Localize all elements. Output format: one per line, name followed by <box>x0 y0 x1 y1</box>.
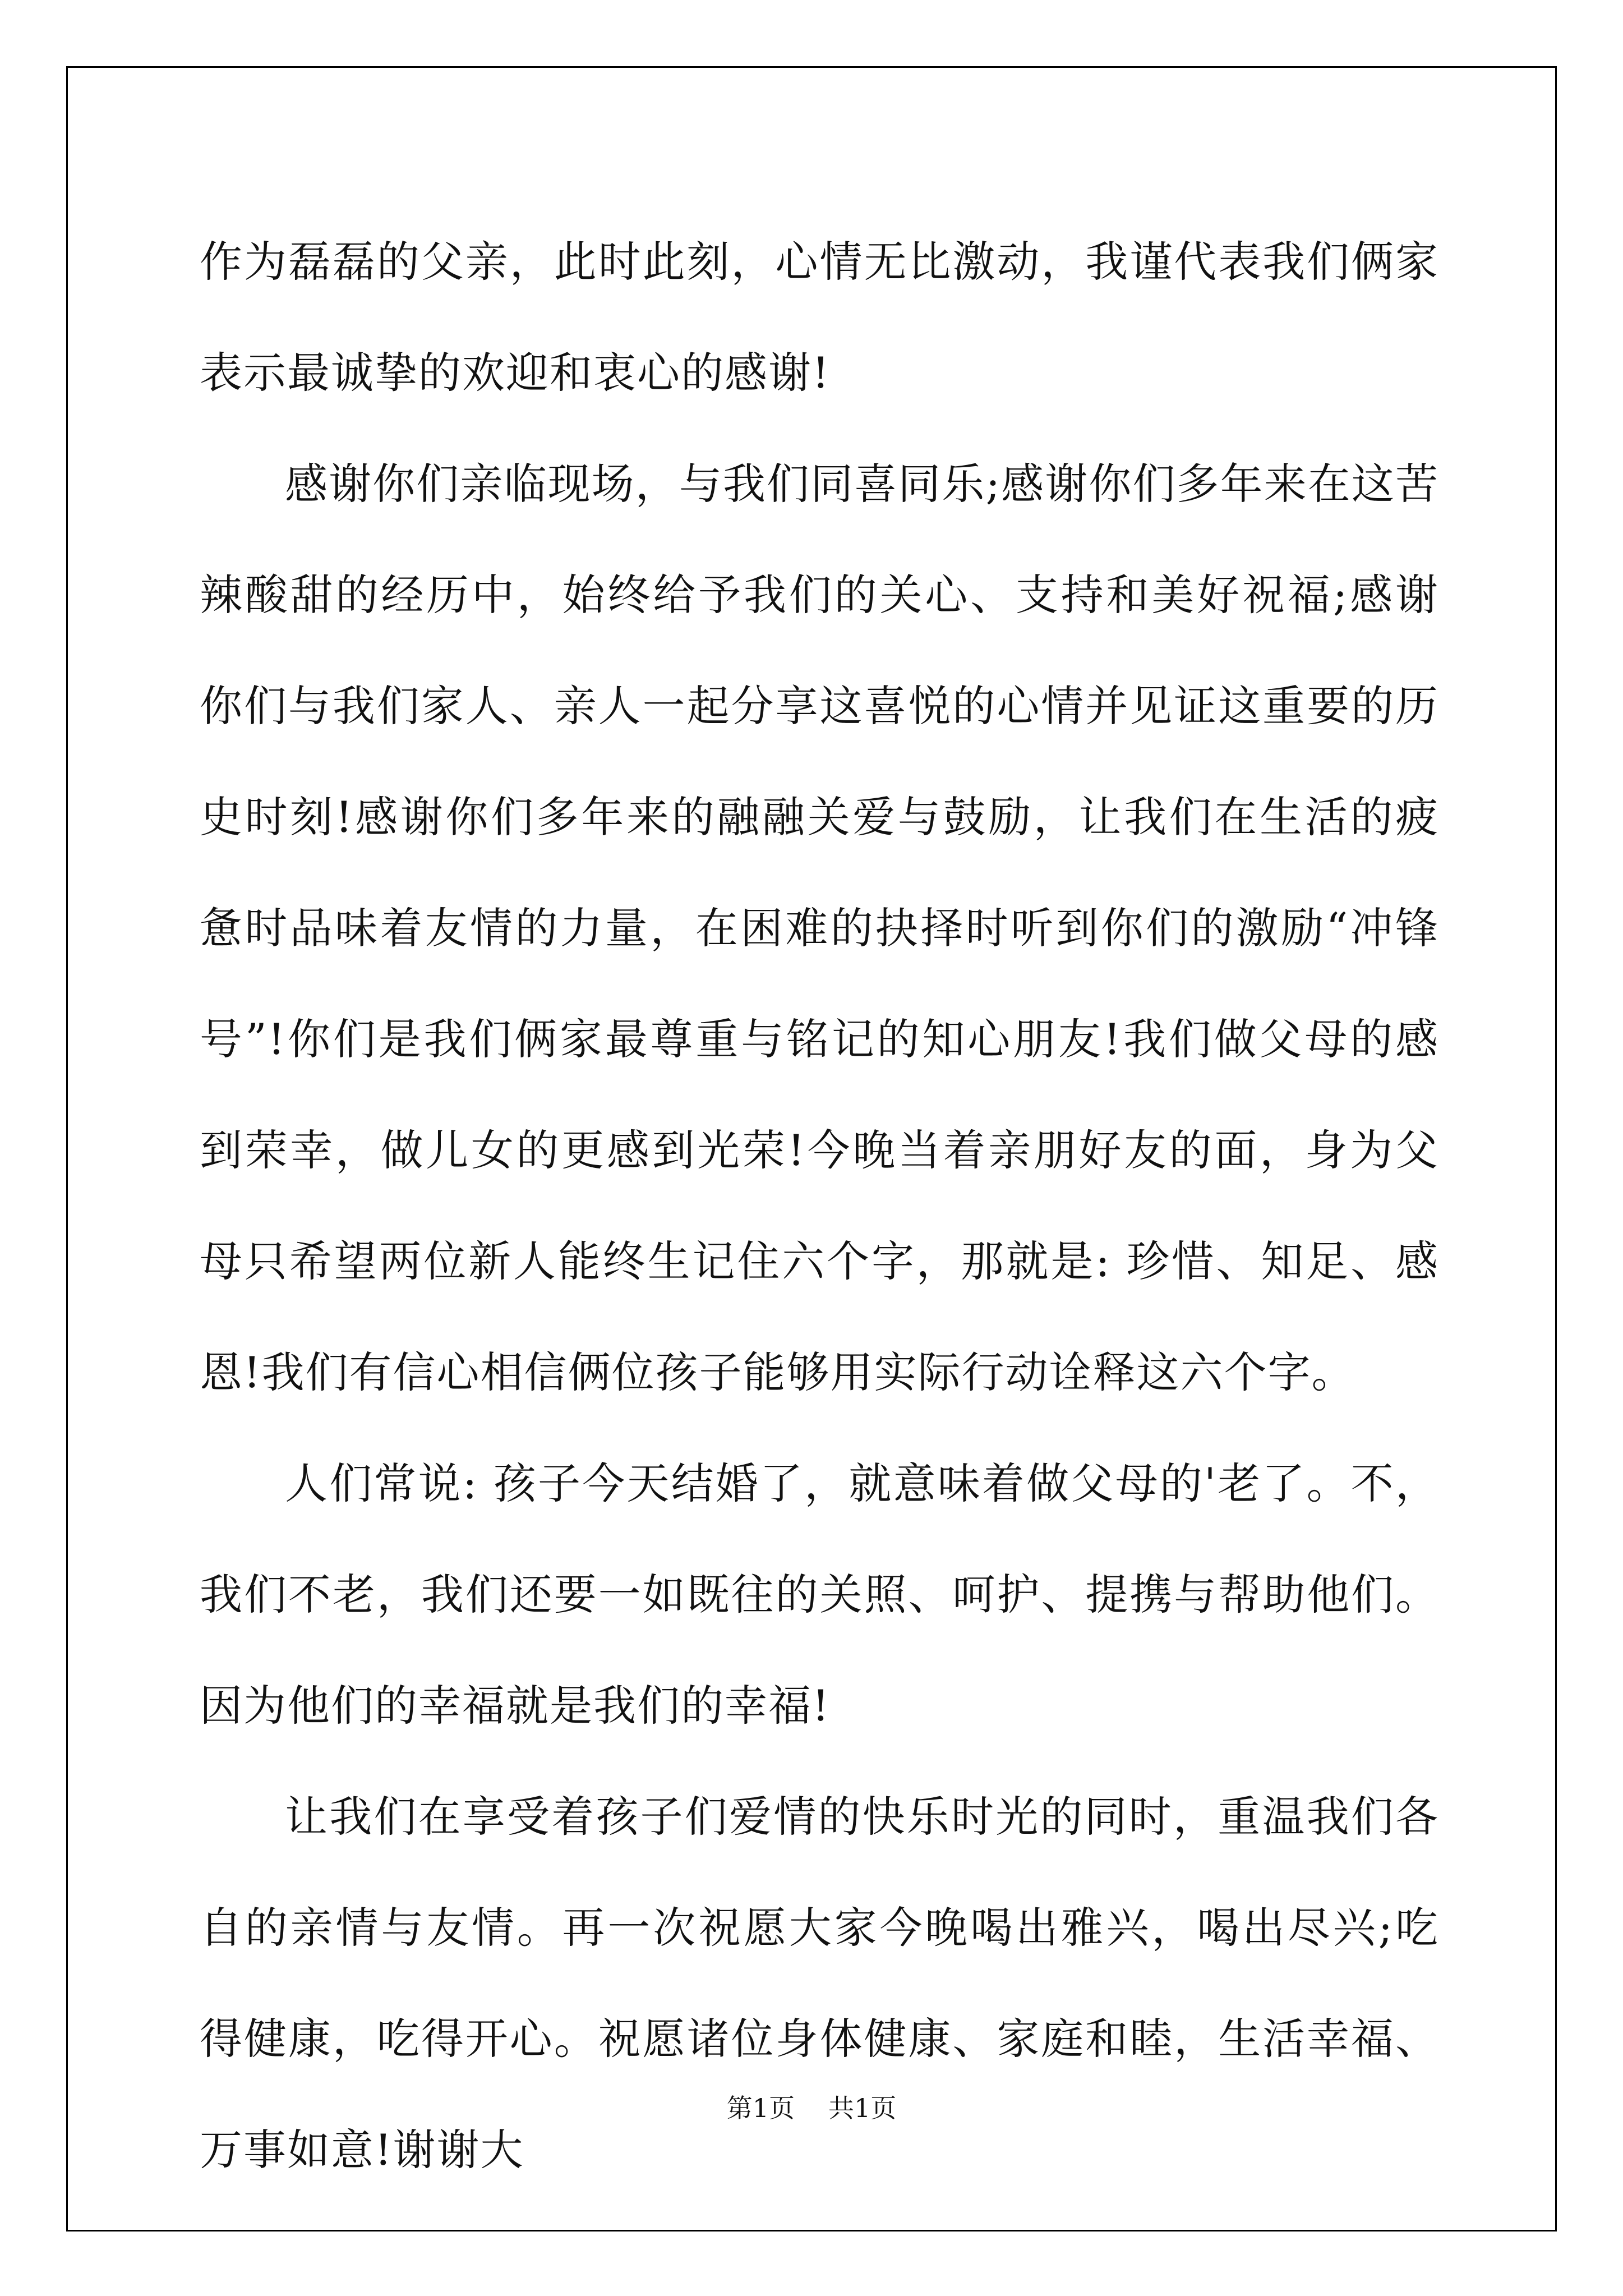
paragraph-3: 人们常说: 孩子今天结婚了，就意味着做父母的'老了。不，我们不老，我们还要一如既往的关照、呵护、提携与帮助他们。因为他们的幸福就是我们的幸福! <box>200 1458 1439 1731</box>
document-body <box>200 206 1439 2206</box>
page-number-total: 共1页 <box>828 2093 897 2123</box>
page-footer <box>0 2091 1623 2125</box>
paragraph-2: 感谢你们亲临现场，与我们同喜同乐;感谢你们多年来在这苦辣酸甜的经历中，始终给予我们的关心、支持和美好祝福;感谢你们与我们家人、亲人一起分享这喜悦的心情并见证这重要的历史时刻!感谢你们多年来的融融关爱与鼓励，让我们在生活的疲惫时品味着友情的力量，在困难的抉择时听到你们的激励“冲锋号”!你们是我们俩家最尊重与铭记的知心朋友!我们做父母的感到荣幸，做儿女的更感到光荣!今晚当着亲朋好友的面，身为父母只希望两位新人能终生记住六个字，那就是: 珍惜、知足、感恩!我们有信心相信俩位孩子能够用实际行动诠释这六个字。 <box>200 459 1439 1397</box>
page-number-current: 第1页 <box>726 2093 795 2123</box>
paragraph-4: 让我们在享受着孩子们爱情的快乐时光的同时，重温我们各自的亲情与友情。再一次祝愿大家今晚喝出雅兴，喝出尽兴;吃得健康，吃得开心。祝愿诸位身体健康、家庭和睦，生活幸福、万事如意!谢谢大 <box>200 1792 1439 2175</box>
paragraph-1: 作为磊磊的父亲，此时此刻，心情无比激动，我谨代表我们俩家表示最诚挚的欢迎和衷心的感谢! <box>200 237 1439 398</box>
